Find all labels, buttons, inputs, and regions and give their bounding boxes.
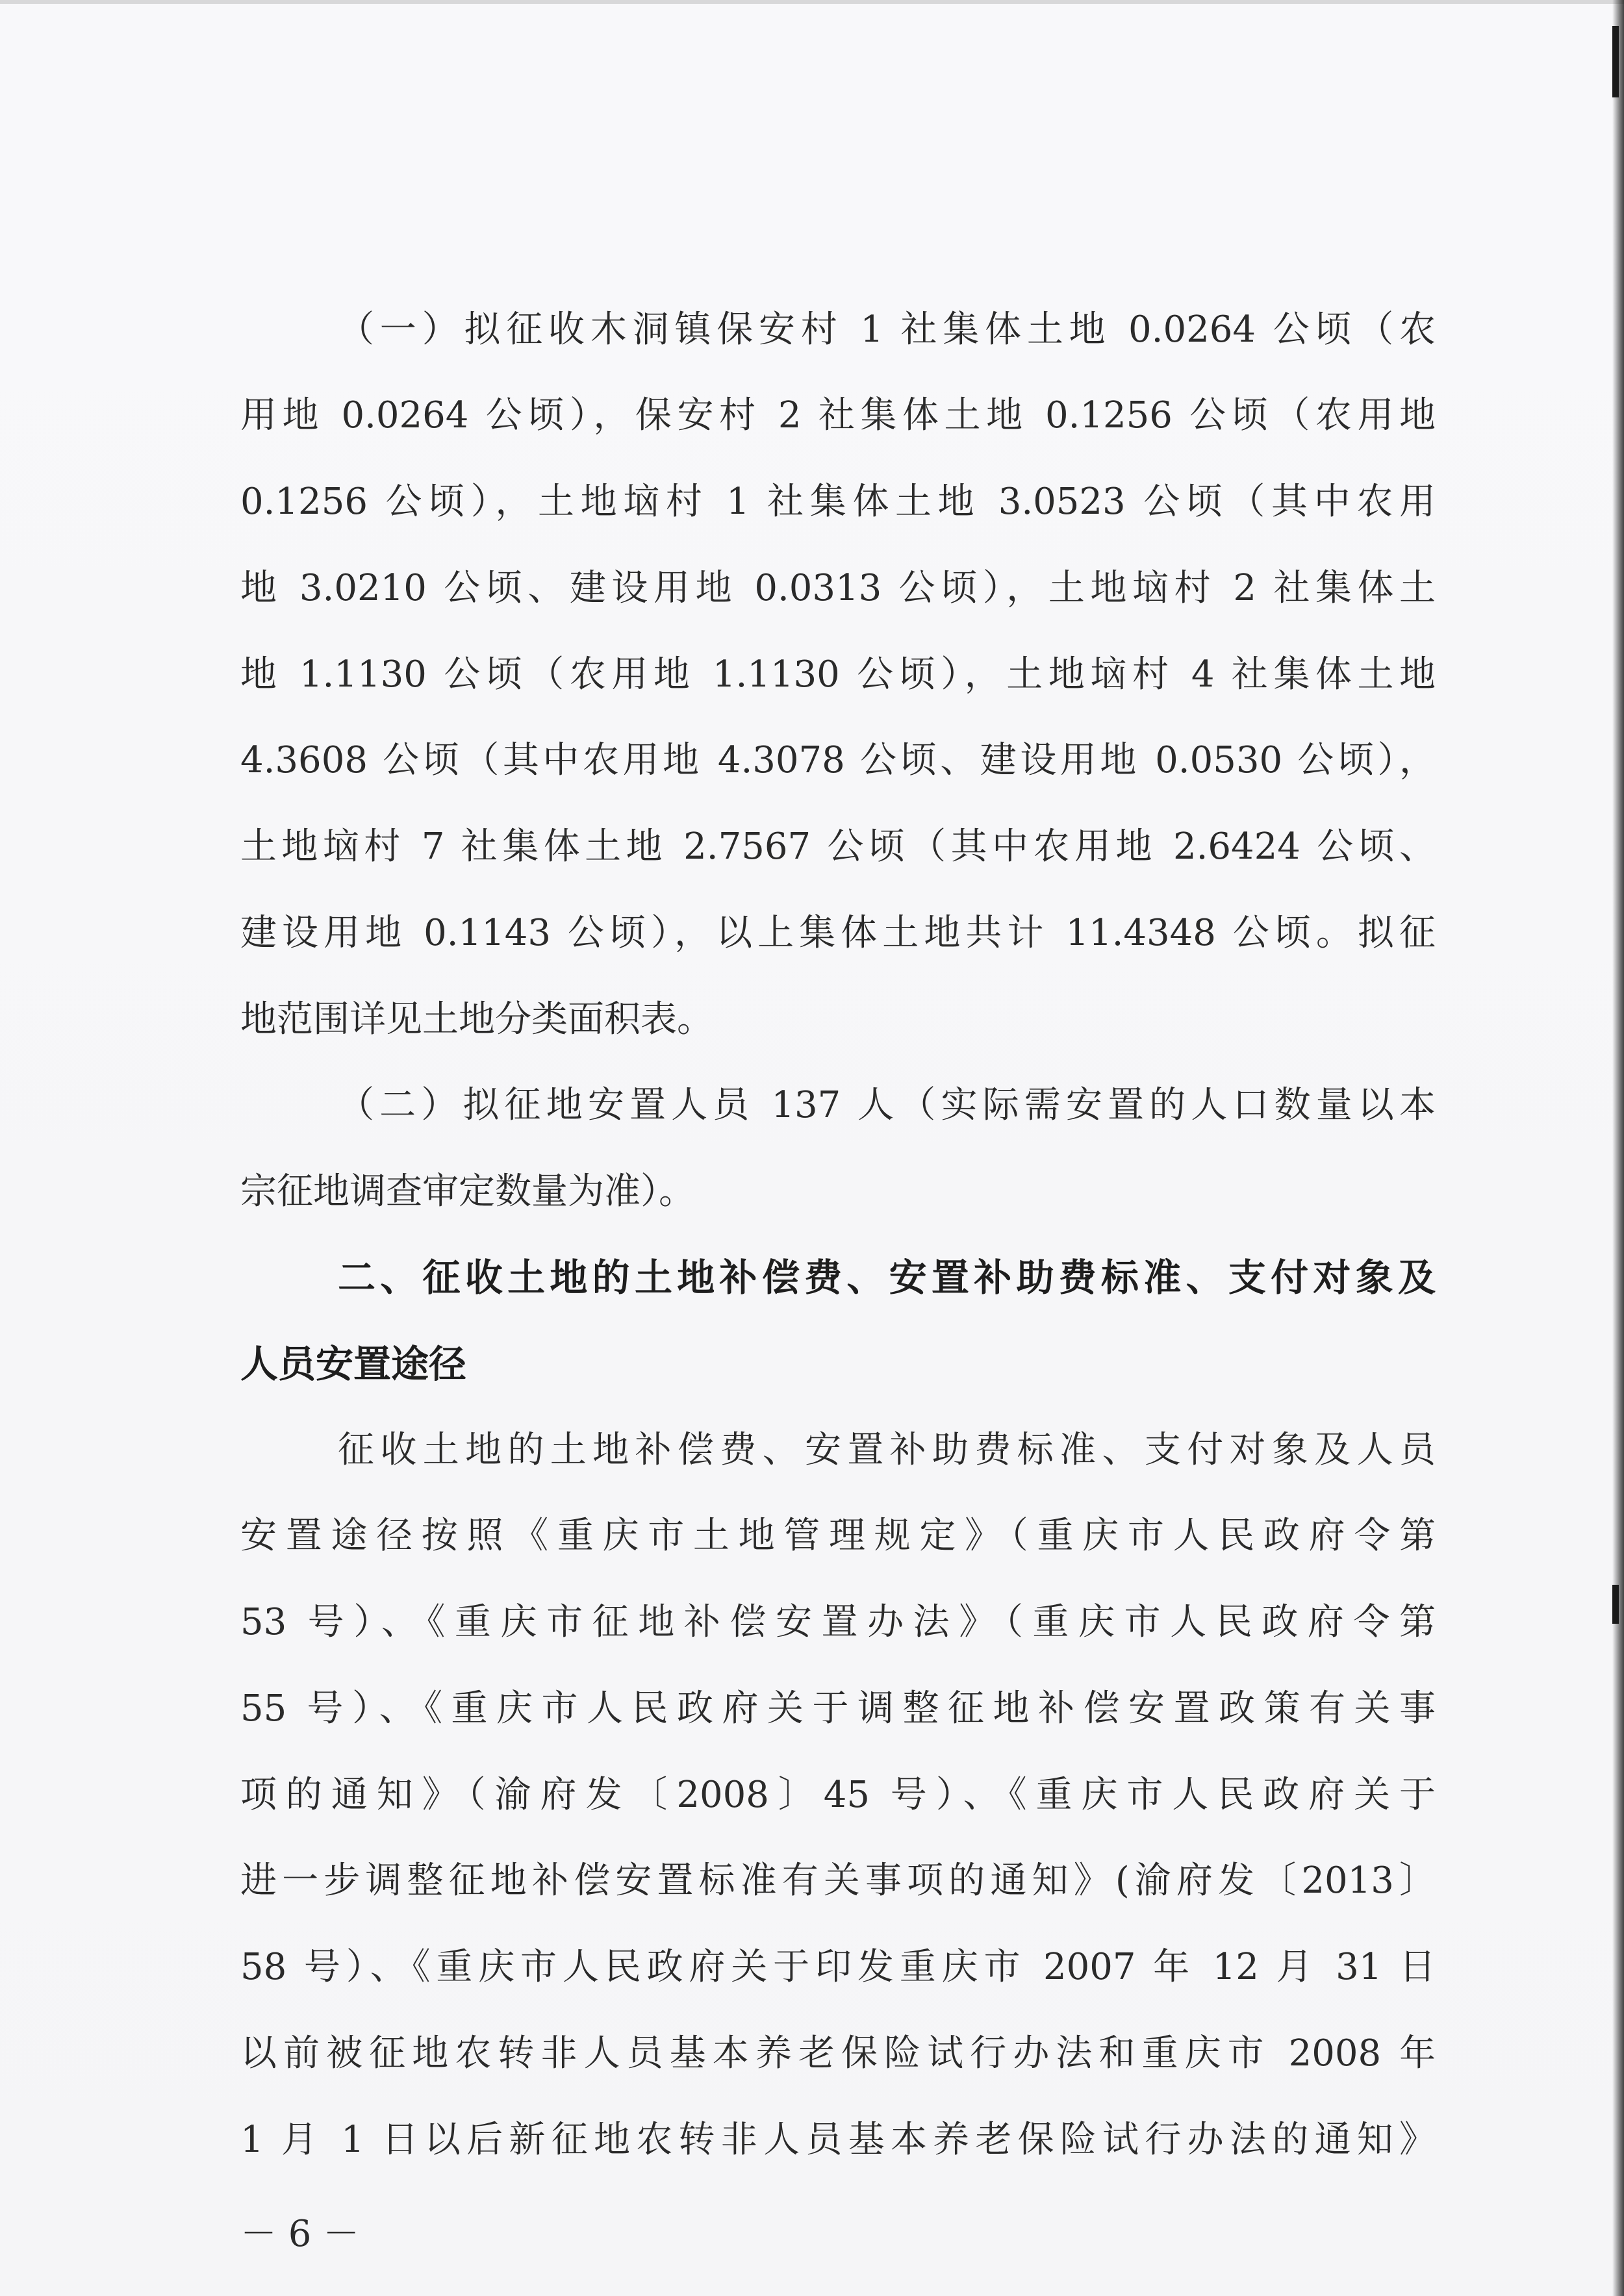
paragraph-1-line-8: 建设用地 0.1143 公顷），以上集体土地共计 11.4348 公顷。拟征: [240, 912, 1436, 954]
paragraph-3-line-2: 安置途径按照《重庆市土地管理规定》（重庆市人民政府令第: [240, 1515, 1436, 1557]
paragraph-1-line-1: （一）拟征收木洞镇保安村 1 社集体土地 0.0264 公顷（农: [338, 309, 1436, 351]
paragraph-3-line-8: 以前被征地农转非人员基本养老保险试行办法和重庆市 2008 年: [240, 2032, 1436, 2075]
section-heading-line-1: 二、征收土地的土地补偿费、安置补助费标准、支付对象及: [338, 1255, 1436, 1300]
paragraph-1-line-5: 地 1.1130 公顷（农用地 1.1130 公顷），土地垴村 4 社集体土地: [240, 653, 1436, 696]
page-number: － 6 －: [240, 2213, 360, 2255]
paragraph-3-line-1: 征收土地的土地补偿费、安置补助费标准、支付对象及人员: [338, 1429, 1436, 1471]
paragraph-1-line-2: 用地 0.0264 公顷），保安村 2 社集体土地 0.1256 公顷（农用地: [240, 394, 1436, 436]
paragraph-3-line-9: 1 月 1 日以后新征地农转非人员基本养老保险试行办法的通知》: [240, 2119, 1436, 2161]
section-heading-line-2: 人员安置途径: [240, 1342, 467, 1386]
paragraph-1-line-7: 土地垴村 7 社集体土地 2.7567 公顷（其中农用地 2.6424 公顷、: [240, 826, 1436, 868]
paragraph-1-line-9: 地范围详见土地分类面积表。: [240, 998, 713, 1041]
scan-edge-mark: [1612, 1585, 1619, 1624]
paragraph-3-line-3: 53 号）、《重庆市征地补偿安置办法》（重庆市人民政府令第: [240, 1601, 1436, 1643]
paragraph-3-line-6: 进一步调整征地补偿安置标准有关事项的通知》(渝府发〔2013〕: [240, 1860, 1436, 1902]
paragraph-1-line-3: 0.1256 公顷），土地垴村 1 社集体土地 3.0523 公顷（其中农用: [240, 481, 1436, 523]
scan-edge-mark: [1612, 26, 1619, 97]
scan-top-edge: [0, 0, 1624, 4]
paragraph-1-line-6: 4.3608 公顷（其中农用地 4.3078 公顷、建设用地 0.0530 公顷），: [240, 739, 1436, 781]
paragraph-3-line-7: 58 号）、《重庆市人民政府关于印发重庆市 2007 年 12 月 31 日: [240, 1946, 1436, 1988]
paragraph-2-line-2: 宗征地调查审定数量为准）。: [240, 1170, 695, 1213]
paragraph-2-line-1: （二）拟征地安置人员 137 人（实际需安置的人口数量以本: [338, 1084, 1436, 1126]
paragraph-3-line-4: 55 号）、《重庆市人民政府关于调整征地补偿安置政策有关事: [240, 1687, 1436, 1730]
paragraph-1-line-4: 地 3.0210 公顷、建设用地 0.0313 公顷），土地垴村 2 社集体土: [240, 567, 1436, 609]
paragraph-3-line-5: 项的通知》（渝府发〔2008〕45 号）、《重庆市人民政府关于: [240, 1774, 1436, 1816]
scan-right-edge: [1612, 0, 1624, 2296]
